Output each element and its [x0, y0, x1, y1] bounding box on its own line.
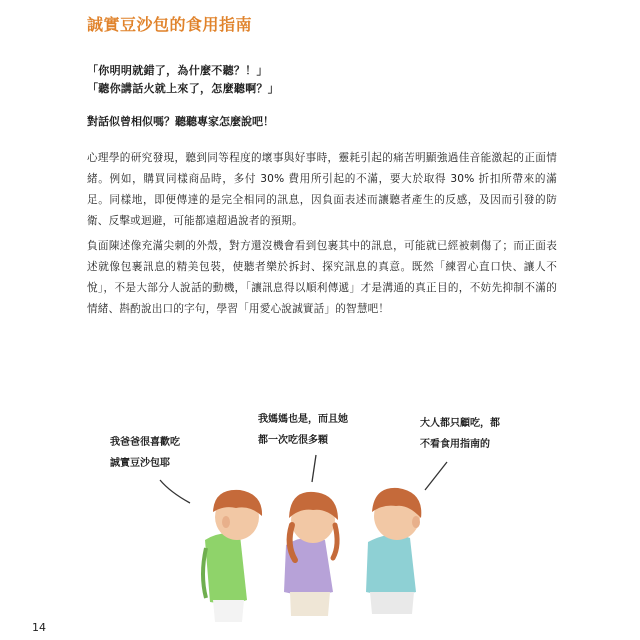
page-number: 14	[32, 621, 46, 634]
lead-sentence: 對話似曾相似嗎？聽聽專家怎麼說吧！	[87, 115, 274, 128]
paragraph-1: 心理學的研究發現，聽到同等程度的壞事與好事時，靈耗引起的痛苦明顯強過佳音能激起的正面情緒。例如，購買同樣商品時，多付 30% 費用所引起的不滿，要大於取得 30% 折扣所帶來的滿足。同樣地，即便傳達的是完全相同的訊息，因負面表述而讓聽者產生的反感，及因而引發的防衛、反擊或迴避，可能都遠超過說者的預期。	[87, 152, 557, 227]
speech-bubble-3-line-2: 不看食用指南的	[420, 439, 490, 450]
speech-bubble-1-line-1: 我爸爸很喜歡吃	[110, 437, 180, 448]
child-purple-shirt	[284, 492, 338, 616]
speech-bubble-3-line-1: 大人都只顧吃，都	[420, 418, 500, 429]
speech-bubble-3	[420, 413, 500, 455]
speech-bubble-2-line-2: 都一次吃很多顆	[258, 435, 328, 446]
speech-bubble-1	[110, 432, 180, 474]
speech-line-1	[160, 480, 190, 503]
speech-bubble-2	[258, 409, 348, 451]
paragraph-2: 負面陳述像充滿尖刺的外殼，對方還沒機會看到包裹其中的訊息，可能就已經被刺傷了；而正面表述就像包裹訊息的精美包裝，使聽者樂於拆封、探究訊息的真意。既然「練習心直口快、讓人不悅」，不是大部分人說話的動機，「讓訊息得以順利傳遞」才是溝通的真正目的，不妨先抑制不滿的情緒、斟酌說出口的字句，學習「用愛心說誠實話」的智慧吧！	[87, 240, 557, 315]
child-teal-shirt	[366, 488, 421, 614]
page-title: 誠實豆沙包的食用指南	[87, 15, 253, 34]
speech-line-2	[312, 455, 316, 482]
speech-bubble-1-line-2: 誠實豆沙包耶	[110, 458, 170, 469]
speech-bubble-2-line-1: 我媽媽也是，而且她	[258, 414, 348, 425]
dialogue-quote-1: 「你明明就錯了，為什麼不聽？！」	[87, 64, 268, 77]
dialogue-quote-2: 「聽你講話火就上來了，怎麼聽啊？」	[87, 82, 280, 95]
child-green-shirt	[203, 490, 262, 622]
speech-line-3	[425, 462, 447, 490]
